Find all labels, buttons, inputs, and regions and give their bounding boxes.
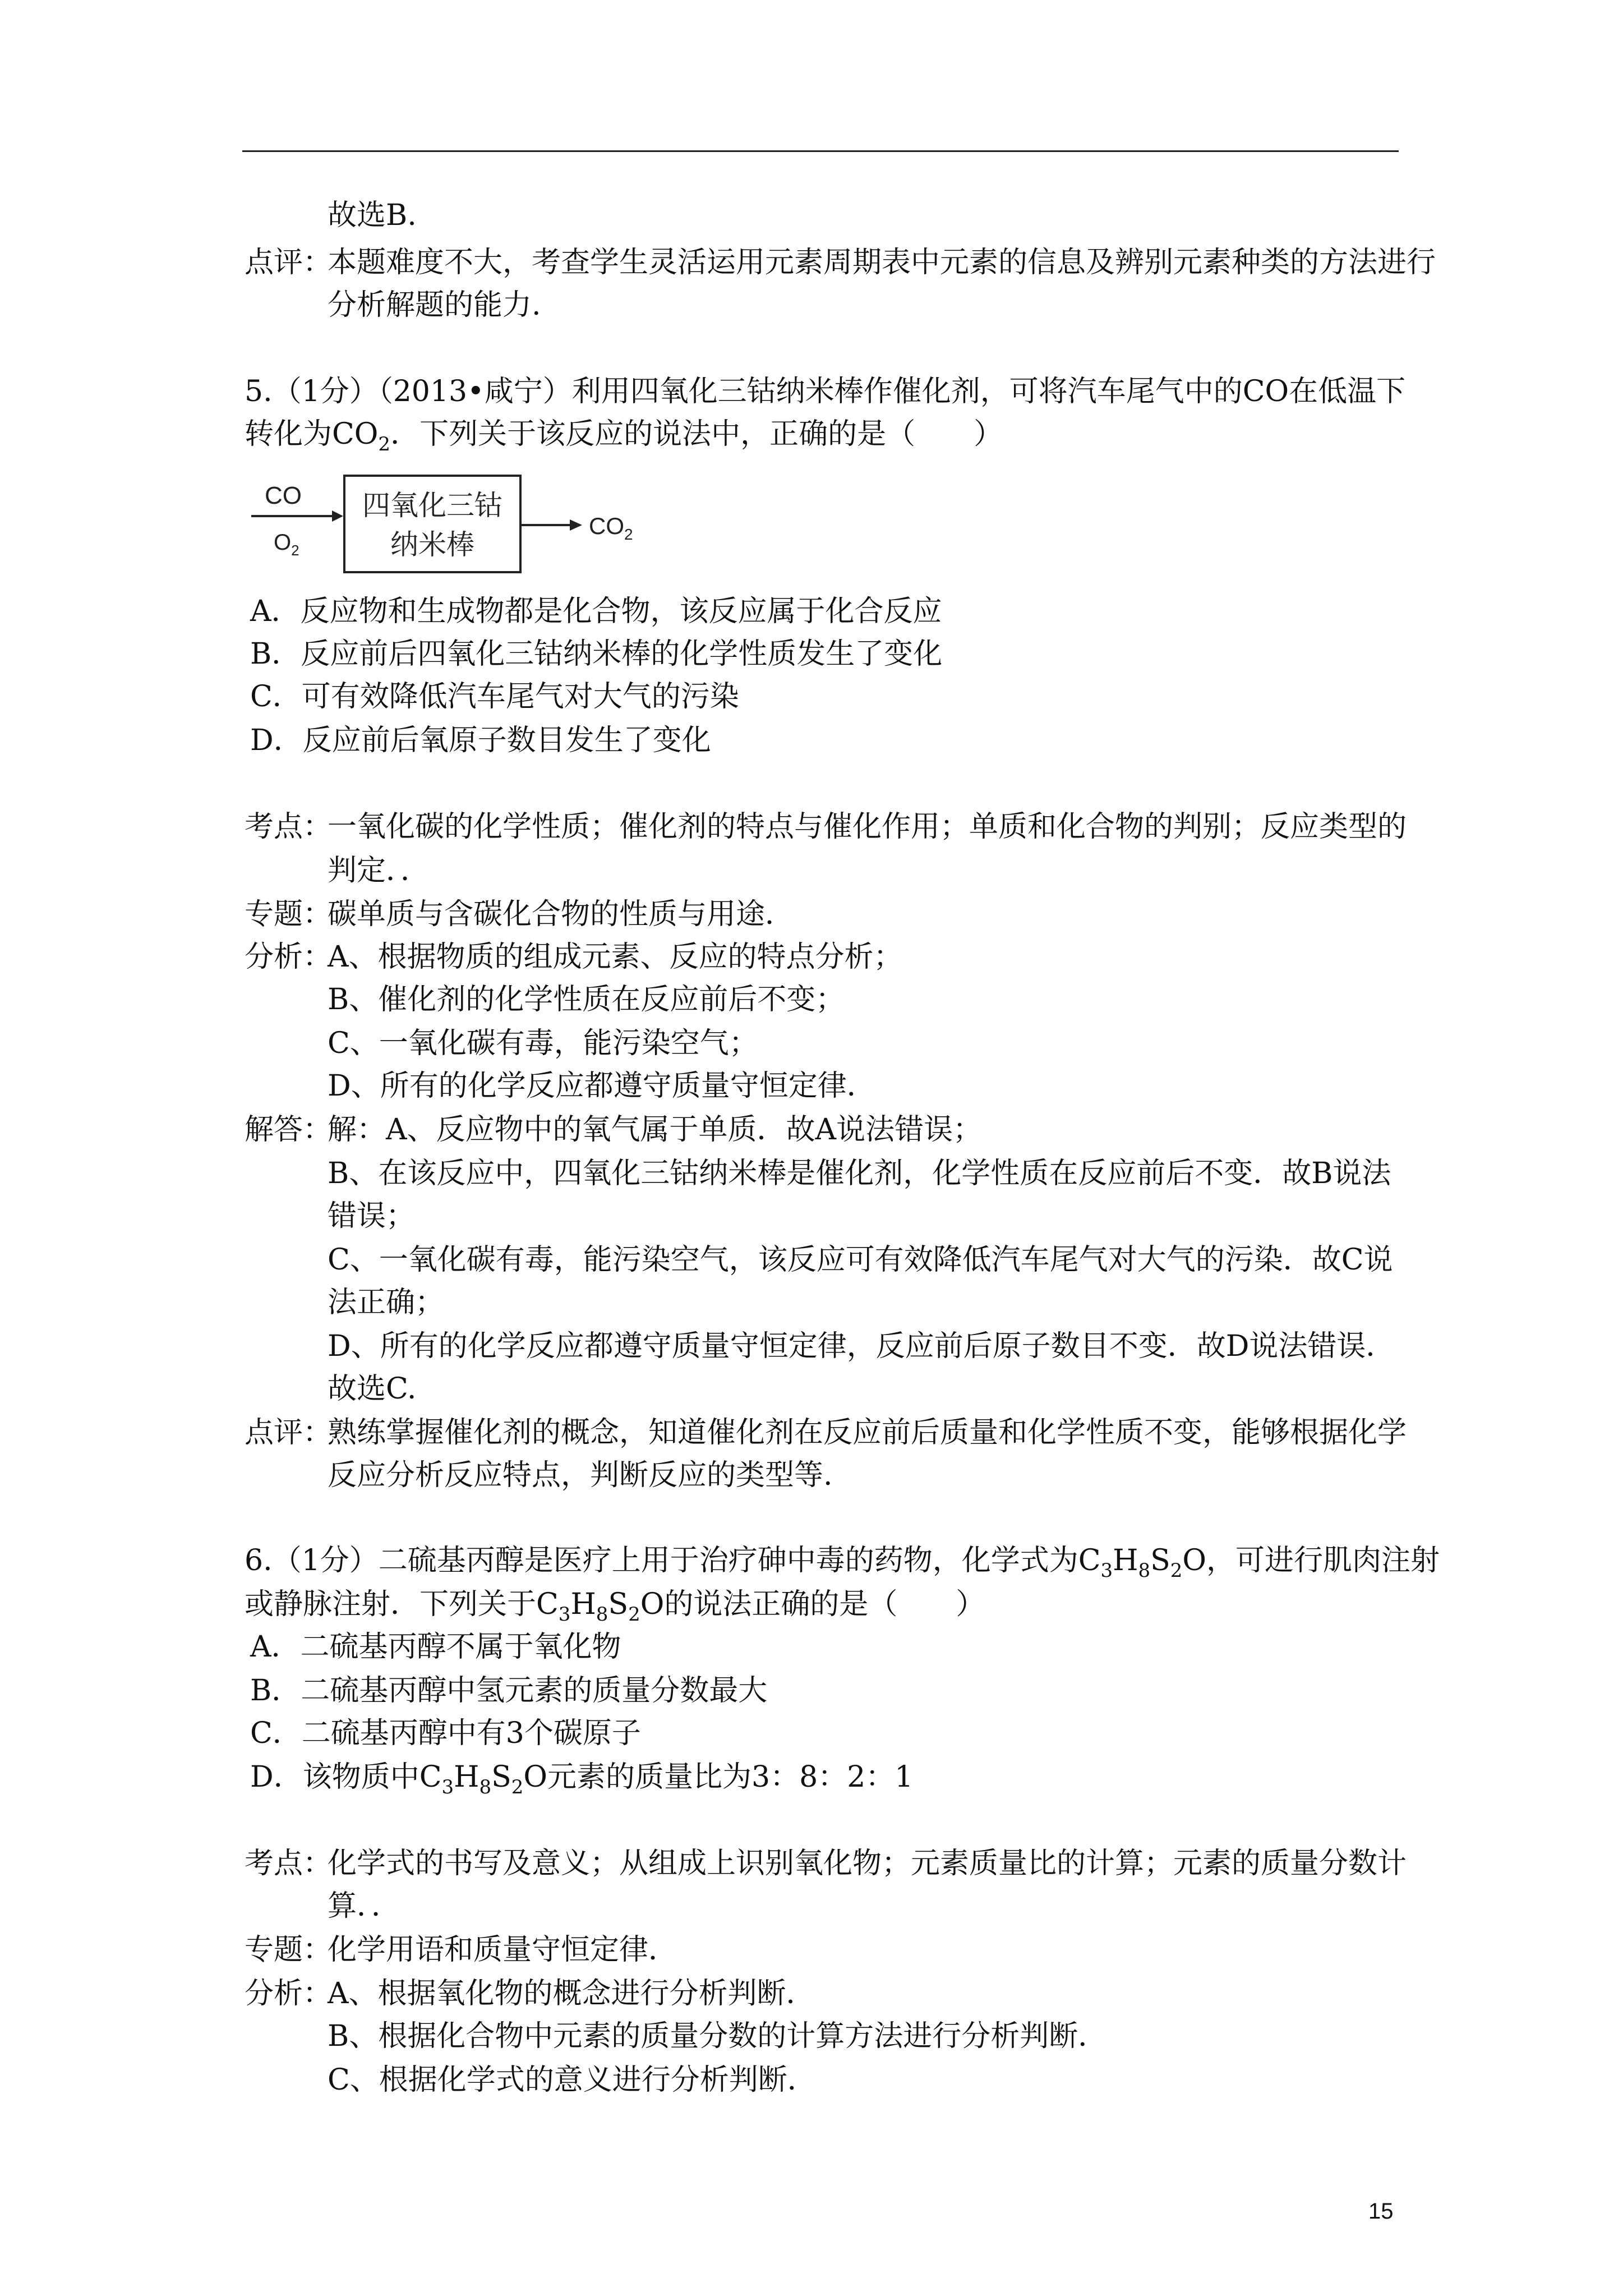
q5-fenxi-c: C、一氧化碳有毒，能污染空气；	[328, 1027, 758, 1060]
q5-fenxi-d: D、所有的化学反应都遵守质量守恒定律．	[328, 1069, 876, 1103]
q5-jieda-b: B、在该反应中，四氧化三钴纳米棒是催化剂，化学性质在反应前后不变．故B说法	[328, 1157, 1391, 1190]
q6-fenxi-b: B、根据化合物中元素的质量分数的计算方法进行分析判断．	[328, 2019, 1108, 2053]
diagram-input-arrowhead	[332, 510, 343, 522]
page-number: 15	[1368, 2199, 1394, 2224]
q5-conclusion: 故选C.	[328, 1372, 417, 1406]
comment-label: 点评：	[245, 246, 333, 279]
reaction-diagram	[247, 471, 673, 583]
catalyst-label-2: 纳米棒	[390, 529, 474, 560]
diagram-output-co2: $CO_2$	[589, 513, 633, 543]
q5-stem: 5.（1分）（2013•咸宁）利用四氧化三钴纳米棒作催化剂，可将汽车尾气中的CO在低温下	[245, 375, 1406, 408]
q5-dianping: 点评：熟练掌握催化剂的概念，知道催化剂在反应前后质量和化学性质不变，能够根据化学	[245, 1416, 1407, 1450]
q5-fenxi-b: B、催化剂的化学性质在反应前后不变；	[328, 983, 845, 1016]
q6-fenxi: 分析：A、根据氧化物的概念进行分析判断．	[245, 1977, 815, 2010]
catalyst-label-1: 四氧化三钴	[362, 490, 502, 521]
q6-option-d: D．该物质中$C_3H_8S_2O$元素的质量比为3：8：2：1	[250, 1760, 914, 1798]
q6-stem-cont: 或静脉注射．下列关于$C_3H_8S_2O$的说法正确的是（ ）	[245, 1588, 985, 1626]
q6-option-b: B．二硫基丙醇中氢元素的质量分数最大	[250, 1674, 768, 1708]
q6-kaodian: 考点：化学式的书写及意义；从组成上识别氧化物；元素质量比的计算；元素的质量分数计	[245, 1847, 1407, 1880]
q6-option-a: A．二硫基丙醇不属于氧化物	[250, 1630, 621, 1664]
q6-zhuanti: 专题：化学用语和质量守恒定律．	[245, 1933, 678, 1967]
q6-stem: 6.（1分）二硫基丙醇是医疗上用于治疗砷中毒的药物，化学式为$C_3H_8S_2O$，可进行肌肉注射	[245, 1544, 1440, 1582]
q5-jieda-c-cont: 法正确；	[328, 1286, 445, 1319]
q5-option-b: B．反应前后四氧化三钴纳米棒的化学性质发生了变化	[250, 637, 943, 671]
q5-dianping-cont: 反应分析反应特点，判断反应的类型等.	[328, 1458, 833, 1492]
q5-option-a: A．反应物和生成物都是化合物，该反应属于化合反应	[250, 595, 942, 628]
q5-jieda-b-cont: 错误；	[328, 1199, 416, 1233]
q5-jieda-d: D、所有的化学反应都遵守质量守恒定律，反应前后原子数目不变．故D说法错误．	[328, 1329, 1395, 1363]
q5-option-d: D．反应前后氧原子数目发生了变化	[250, 724, 711, 757]
q5-zhuanti: 专题：碳单质与含碳化合物的性质与用途．	[245, 898, 795, 931]
q4-conclusion: 故选B.	[328, 199, 417, 232]
comment-text: 本题难度不大，考查学生灵活运用元素周期表中元素的信息及辨别元素种类的方法进行	[328, 246, 1436, 279]
q5-jieda-c: C、一氧化碳有毒，能污染空气，该反应可有效降低汽车尾气对大气的污染．故C说	[328, 1243, 1393, 1277]
q5-kaodian: 考点：一氧化碳的化学性质；催化剂的特点与催化作用；单质和化合物的判别；反应类型的	[245, 810, 1407, 844]
q6-option-c: C．二硫基丙醇中有3个碳原子	[250, 1717, 641, 1750]
header-rule	[242, 150, 1399, 152]
q4-comment	[245, 245, 1436, 280]
q6-fenxi-c: C、根据化学式的意义进行分析判断．	[328, 2063, 817, 2097]
q6-kaodian-cont: 算．．	[328, 1889, 401, 1923]
q4-comment-cont: 分析解题的能力.	[328, 288, 541, 322]
q5-jieda: 解答：解：A、反应物中的氧气属于单质．故A说法错误；	[245, 1113, 983, 1147]
diagram-input-o2: $O_2$	[274, 530, 299, 559]
diagram-input-co: CO	[265, 482, 302, 509]
diagram-output-arrowhead	[570, 519, 582, 531]
q5-kaodian-cont: 判定．．	[328, 854, 430, 887]
q5-option-c: C．可有效降低汽车尾气对大气的污染	[250, 680, 739, 714]
q5-fenxi: 分析：A、根据物质的组成元素、反应的特点分析；	[245, 940, 903, 974]
q5-stem-cont: 转化为$CO_2$．下列关于该反应的说法中，正确的是（ ）	[245, 417, 1003, 455]
